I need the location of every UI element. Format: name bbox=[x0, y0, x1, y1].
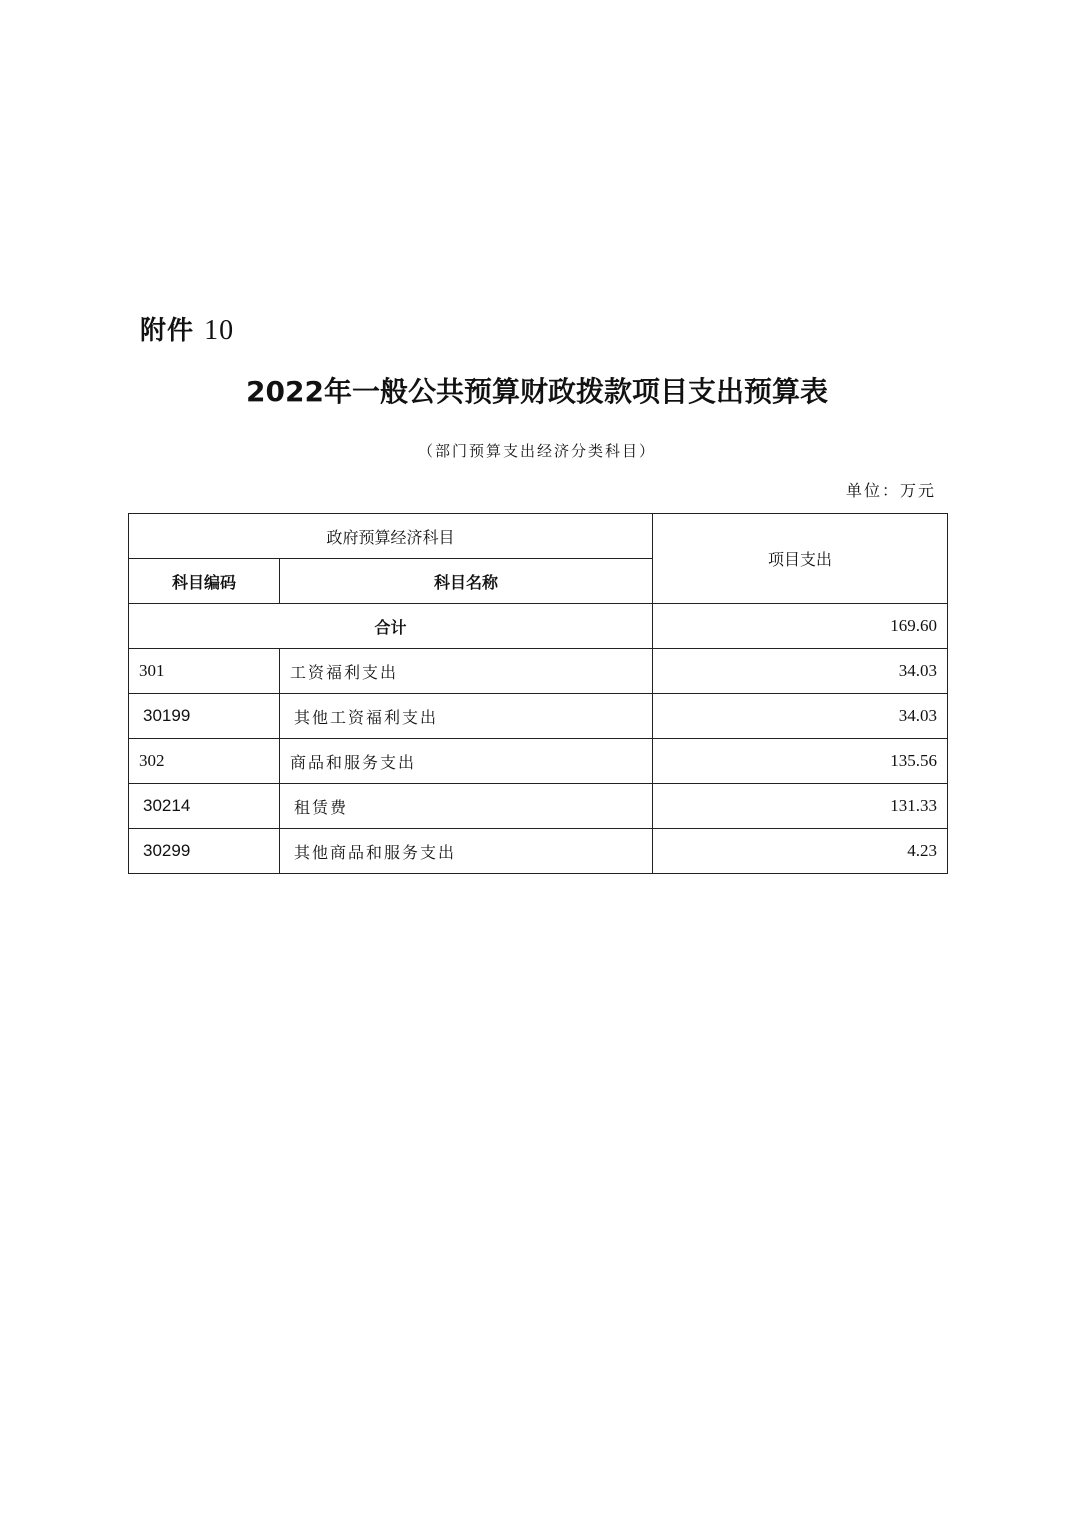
unit-label: 单位：万元 bbox=[845, 481, 936, 500]
row-code: 30199 bbox=[129, 694, 280, 739]
row-amount: 4.23 bbox=[653, 829, 948, 874]
row-code: 30214 bbox=[129, 784, 280, 829]
row-code: 30299 bbox=[129, 829, 280, 874]
column-header-code: 科目编码 bbox=[129, 559, 280, 604]
total-row bbox=[129, 604, 948, 649]
row-name: 其他商品和服务支出 bbox=[280, 829, 653, 874]
row-code: 302 bbox=[129, 739, 280, 784]
row-amount: 131.33 bbox=[653, 784, 948, 829]
table-header-row bbox=[129, 514, 948, 559]
row-code: 301 bbox=[129, 649, 280, 694]
document-subtitle: （部门预算支出经济分类科目） bbox=[417, 442, 656, 460]
table-row bbox=[129, 784, 948, 829]
row-name: 其他工资福利支出 bbox=[280, 694, 653, 739]
row-name: 租赁费 bbox=[280, 784, 653, 829]
row-name: 商品和服务支出 bbox=[280, 739, 653, 784]
total-label: 合计 bbox=[129, 604, 653, 649]
table-row bbox=[129, 739, 948, 784]
table-row bbox=[129, 694, 948, 739]
row-amount: 135.56 bbox=[653, 739, 948, 784]
table-row bbox=[129, 829, 948, 874]
column-header-name: 科目名称 bbox=[280, 559, 653, 604]
table-row bbox=[129, 649, 948, 694]
row-amount: 34.03 bbox=[653, 649, 948, 694]
budget-table bbox=[128, 513, 948, 874]
document-title: 2022年一般公共预算财政拨款项目支出预算表 bbox=[246, 375, 828, 408]
attachment-label bbox=[140, 310, 234, 347]
attachment-prefix: 附件 bbox=[140, 316, 195, 346]
row-amount: 34.03 bbox=[653, 694, 948, 739]
total-amount: 169.60 bbox=[653, 604, 948, 649]
group-header: 政府预算经济科目 bbox=[129, 514, 653, 559]
attachment-number: 10 bbox=[204, 315, 235, 346]
row-name: 工资福利支出 bbox=[280, 649, 653, 694]
column-header-amount: 项目支出 bbox=[653, 514, 948, 604]
